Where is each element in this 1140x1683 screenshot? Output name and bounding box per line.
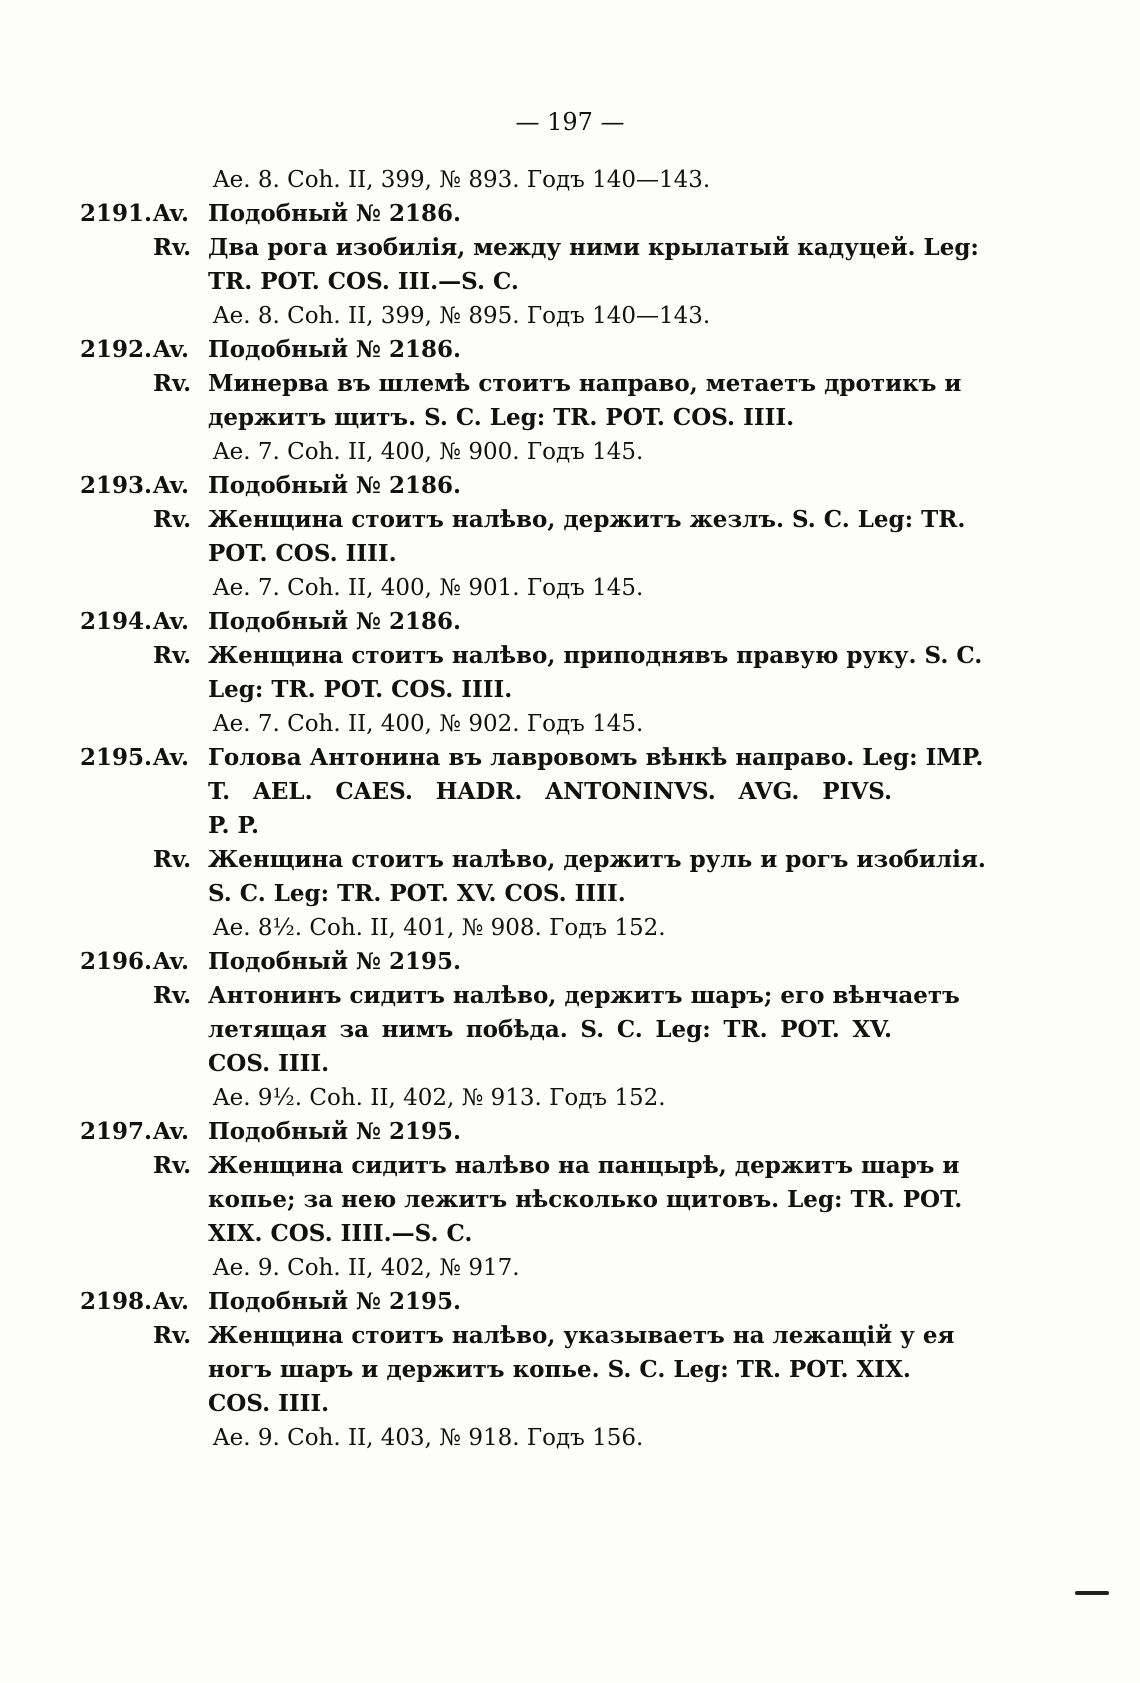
obverse-label: Av. xyxy=(153,744,189,771)
description-text: T. AEL. CAES. HADR. ANTONINVS. AVG. PIVS. xyxy=(208,778,892,805)
catalog-line xyxy=(0,435,1140,469)
description-text: XIX. COS. IIII.—S. C. xyxy=(208,1220,473,1247)
catalog-line xyxy=(0,673,1140,707)
obverse-label: Av. xyxy=(153,948,189,975)
description-text: Женщина сидитъ налѣво на панцырѣ, держитъ шаръ и xyxy=(208,1152,960,1179)
catalog-line xyxy=(0,1421,1140,1455)
catalog-line xyxy=(0,639,1140,673)
catalog-line xyxy=(0,469,1140,503)
catalog-line xyxy=(0,197,1140,231)
description-text: Антонинъ сидитъ налѣво, держитъ шаръ; его вѣнчаетъ xyxy=(208,982,960,1009)
catalog-line xyxy=(0,503,1140,537)
obverse-label: Av. xyxy=(153,200,189,227)
catalog-line xyxy=(0,1353,1140,1387)
reference-text: Ae. 9. Coh. II, 402, № 917. xyxy=(213,1255,520,1281)
description-text: Подобный № 2186. xyxy=(208,472,462,499)
entry-number: 2195. xyxy=(80,744,153,771)
page-number: — 197 — xyxy=(515,108,625,136)
description-text: Подобный № 2195. xyxy=(208,1118,462,1145)
catalog-line xyxy=(0,1319,1140,1353)
description-text: Женщина стоитъ налѣво, держитъ жезлъ. S. C. Leg: TR. xyxy=(208,506,966,533)
catalog-line xyxy=(0,911,1140,945)
reverse-label: Rv. xyxy=(153,234,192,261)
reverse-label: Rv. xyxy=(153,370,192,397)
reference-text: Ae. 9. Coh. II, 403, № 918. Годъ 156. xyxy=(213,1425,644,1451)
catalog-line xyxy=(0,1115,1140,1149)
description-text: S. C. Leg: TR. POT. XV. COS. IIII. xyxy=(208,880,626,907)
catalog-line xyxy=(0,299,1140,333)
description-text: Женщина стоитъ налѣво, держитъ руль и рогъ изобилія. xyxy=(208,846,986,873)
reference-text: Ae. 8. Coh. II, 399, № 893. Годъ 140—143. xyxy=(213,167,711,193)
description-text: Подобный № 2195. xyxy=(208,1288,462,1315)
description-text: Голова Антонина въ лавровомъ вѣнкѣ направо. Leg: IMP. xyxy=(208,744,984,771)
catalog-line xyxy=(0,231,1140,265)
entry-number: 2191. xyxy=(80,200,153,227)
catalog-line xyxy=(0,1047,1140,1081)
catalog-line xyxy=(0,1081,1140,1115)
entry-number: 2197. xyxy=(80,1118,153,1145)
obverse-label: Av. xyxy=(153,472,189,499)
description-text: Leg: TR. POT. COS. IIII. xyxy=(208,676,513,703)
entry-number: 2193. xyxy=(80,472,153,499)
obverse-label: Av. xyxy=(153,608,189,635)
reverse-label: Rv. xyxy=(153,642,192,669)
description-text: Женщина стоитъ налѣво, приподнявъ правую руку. S. C. xyxy=(208,642,983,669)
reference-text: Ae. 9½. Coh. II, 402, № 913. Годъ 152. xyxy=(213,1085,666,1111)
reverse-label: Rv. xyxy=(153,1152,192,1179)
description-text: копье; за нею лежитъ нѣсколько щитовъ. Leg: TR. POT. xyxy=(208,1186,963,1213)
catalog-line xyxy=(0,401,1140,435)
reverse-label: Rv. xyxy=(153,1322,192,1349)
catalog-line xyxy=(0,741,1140,775)
description-text: Подобный № 2186. xyxy=(208,336,462,363)
catalog-line xyxy=(0,1251,1140,1285)
catalog-line xyxy=(0,163,1140,197)
catalog-line xyxy=(0,1149,1140,1183)
description-text: Подобный № 2195. xyxy=(208,948,462,975)
catalog-line xyxy=(0,945,1140,979)
entry-number: 2194. xyxy=(80,608,153,635)
catalog-line xyxy=(0,843,1140,877)
reference-text: Ae. 7. Coh. II, 400, № 902. Годъ 145. xyxy=(213,711,644,737)
description-text: летящая за нимъ побѣда. S. C. Leg: TR. POT. XV. xyxy=(208,1016,892,1043)
description-text: COS. IIII. xyxy=(208,1390,330,1417)
reverse-label: Rv. xyxy=(153,506,192,533)
catalog-line xyxy=(0,1217,1140,1251)
description-text: ногъ шаръ и держитъ копье. S. C. Leg: TR. POT. XIX. xyxy=(208,1356,911,1383)
description-text: POT. COS. IIII. xyxy=(208,540,397,567)
reference-text: Ae. 7. Coh. II, 400, № 900. Годъ 145. xyxy=(213,439,644,465)
entry-number: 2192. xyxy=(80,336,153,363)
catalog-line xyxy=(0,265,1140,299)
catalog-line xyxy=(0,1013,1140,1047)
obverse-label: Av. xyxy=(153,336,189,363)
catalog-line xyxy=(0,877,1140,911)
obverse-label: Av. xyxy=(153,1288,189,1315)
entry-number: 2196. xyxy=(80,948,153,975)
description-text: P. P. xyxy=(208,812,259,839)
catalog-line xyxy=(0,979,1140,1013)
description-text: TR. POT. COS. III.—S. C. xyxy=(208,268,519,295)
reference-text: Ae. 7. Coh. II, 400, № 901. Годъ 145. xyxy=(213,575,644,601)
catalog-line xyxy=(0,333,1140,367)
reference-text: Ae. 8½. Coh. II, 401, № 908. Годъ 152. xyxy=(213,915,666,941)
reverse-label: Rv. xyxy=(153,846,192,873)
description-text: Подобный № 2186. xyxy=(208,200,462,227)
catalog-line xyxy=(0,809,1140,843)
catalog-line xyxy=(0,537,1140,571)
catalog-entries xyxy=(0,163,1140,1455)
margin-dash xyxy=(1075,1591,1109,1595)
catalog-line xyxy=(0,1387,1140,1421)
catalog-line xyxy=(0,1285,1140,1319)
description-text: Два рога изобилія, между ними крылатый кадуцей. Leg: xyxy=(208,234,979,261)
catalog-line xyxy=(0,571,1140,605)
obverse-label: Av. xyxy=(153,1118,189,1145)
reference-text: Ae. 8. Coh. II, 399, № 895. Годъ 140—143. xyxy=(213,303,711,329)
entry-number: 2198. xyxy=(80,1288,153,1315)
description-text: Минерва въ шлемѣ стоитъ направо, метаетъ дротикъ и xyxy=(208,370,962,397)
description-text: Подобный № 2186. xyxy=(208,608,462,635)
catalog-line xyxy=(0,775,1140,809)
catalog-line xyxy=(0,707,1140,741)
catalog-line xyxy=(0,605,1140,639)
description-text: Женщина стоитъ налѣво, указываетъ на лежащій у ея xyxy=(208,1322,955,1349)
description-text: COS. IIII. xyxy=(208,1050,330,1077)
reverse-label: Rv. xyxy=(153,982,192,1009)
catalog-line xyxy=(0,1183,1140,1217)
description-text: держитъ щитъ. S. C. Leg: TR. POT. COS. IIII. xyxy=(208,404,795,431)
catalog-line xyxy=(0,367,1140,401)
